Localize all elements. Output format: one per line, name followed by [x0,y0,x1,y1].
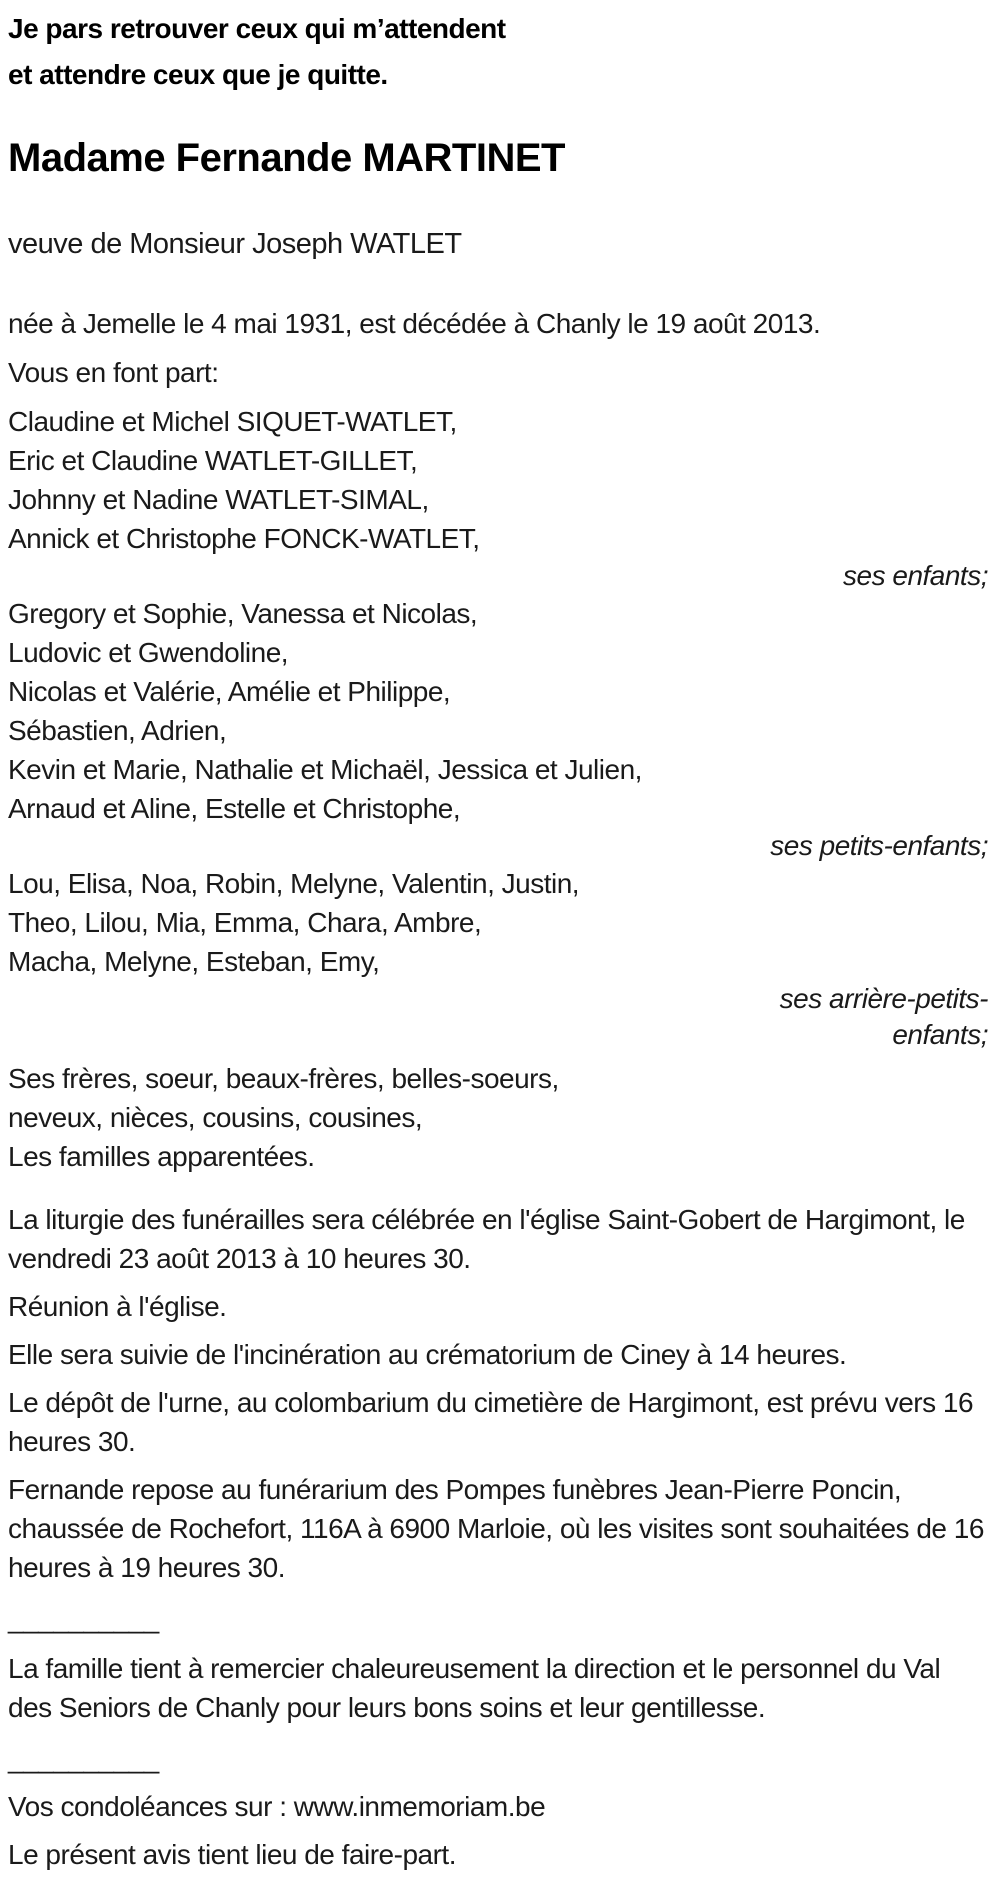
epitaph-line-1: Je pars retrouver ceux qui m’attendent [8,13,506,44]
ceremony-paragraph-urn: Le dépôt de l'urne, au colombarium du cimetière de Hargimont, est prévu vers 16 heures 30. [8,1387,974,1457]
family-line: Eric et Claudine WATLET-GILLET, [8,445,418,476]
family-line: Sébastien, Adrien, [8,715,227,746]
family-line: Johnny et Nadine WATLET-SIMAL, [8,484,429,515]
epitaph-line-2: et attendre ceux que je quitte. [8,59,388,90]
ceremony-paragraph-cremation: Elle sera suivie de l'incinération au crématorium de Ciney à 14 heures. [8,1339,847,1370]
family-line: Claudine et Michel SIQUET-WATLET, [8,406,457,437]
family-group-label-grandchildren: ses petits-enfants; [770,830,988,861]
divider-line: __________ [8,1743,159,1774]
life-dates: née à Jemelle le 4 mai 1931, est décédée à Chanly le 19 août 2013. [8,308,821,339]
ceremony-paragraph-visits: Fernande repose au funérarium des Pompes funèbres Jean-Pierre Poncin, chaussée de Rochefort, 116A à 6900 Marloie, où les visites sont souhaitées de 16 heures à 19 heures 30. [8,1474,984,1583]
family-group-relatives [8,1059,988,1176]
family-group-grandchildren [8,594,988,864]
family-line: neveux, nièces, cousins, cousines, [8,1102,423,1133]
family-group-label-children: ses enfants; [843,560,988,591]
family-line: Theo, Lilou, Mia, Emma, Chara, Ambre, [8,907,482,938]
family-group-label-great-grandchildren: ses arrière-petits-enfants; [779,983,988,1050]
family-line: Ses frères, soeur, beaux-frères, belles-soeurs, [8,1063,559,1094]
ceremony-paragraph-liturgy: La liturgie des funérailles sera célébrée en l'église Saint-Gobert de Hargimont, le vendredi 23 août 2013 à 10 heures 30. [8,1204,965,1274]
family-line: Macha, Melyne, Esteban, Emy, [8,946,380,977]
thanks-paragraph: La famille tient à remercier chaleureusement la direction et le personnel du Val des Seniors de Chanly pour leurs bons soins et leur gentillesse. [8,1653,941,1723]
ceremony-paragraph-meeting: Réunion à l'église. [8,1291,227,1322]
family-line: Gregory et Sophie, Vanessa et Nicolas, [8,598,478,629]
announcement-intro: Vous en font part: [8,357,219,388]
family-line: Annick et Christophe FONCK-WATLET, [8,523,480,554]
deceased-relationship: veuve de Monsieur Joseph WATLET [8,228,462,260]
family-line: Kevin et Marie, Nathalie et Michaël, Jessica et Julien, [8,754,642,785]
family-group-children [8,402,988,594]
condolences-line: Vos condoléances sur : www.inmemoriam.be [8,1791,546,1822]
family-line: Arnaud et Aline, Estelle et Christophe, [8,793,461,824]
family-line: Les familles apparentées. [8,1141,315,1172]
family-line: Ludovic et Gwendoline, [8,637,289,668]
family-line: Nicolas et Valérie, Amélie et Philippe, [8,676,451,707]
family-line: Lou, Elisa, Noa, Robin, Melyne, Valentin, Justin, [8,868,580,899]
epitaph-quote [8,6,988,98]
closing-line: Le présent avis tient lieu de faire-part. [8,1839,456,1870]
family-group-great-grandchildren [8,864,988,1053]
ceremony-details [8,1200,988,1587]
divider-line: __________ [8,1603,159,1634]
deceased-name-title: Madame Fernande MARTINET [8,136,565,180]
